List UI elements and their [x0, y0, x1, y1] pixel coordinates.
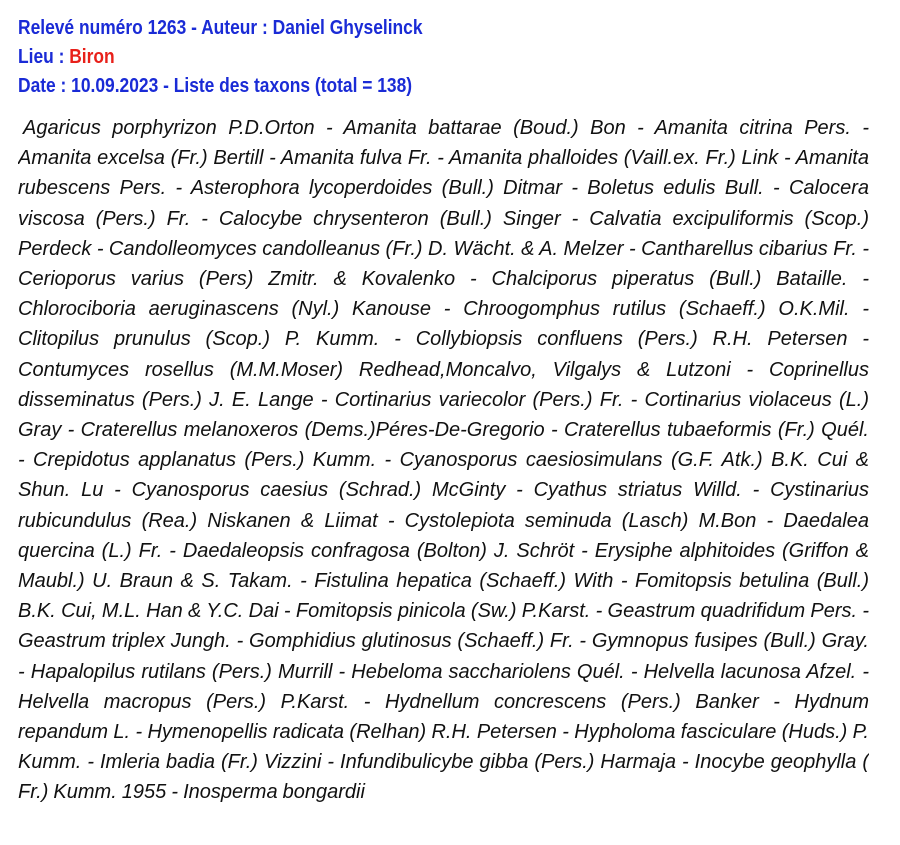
date-taxa-line: Date : 10.09.2023 - Liste des taxons (total = 138): [18, 75, 413, 97]
place-line: [18, 43, 423, 72]
record-header: [18, 14, 423, 101]
place-label: Lieu :: [18, 46, 70, 68]
place-value: Biron: [69, 46, 115, 68]
record-title: Relevé numéro 1263 - Auteur : Daniel Ghyselinck: [18, 17, 423, 39]
taxa-list: Agaricus porphyrizon P.D.Orton - Amanita battarae (Boud.) Bon - Amanita citrina Pers. - Amanita excelsa (Fr.) Bertill - Amanita fulva Fr. - Amanita phalloides (Vaill.ex. Fr.) Link - Amanita rubescens Pers. - Asterophora lycoperdoides (Bull.) Ditmar - Boletus edulis Bull. - Calocera viscosa (Pers.) Fr. - Calocybe chrysenteron (Bull.) Singer - Calvatia excipuliformis (Scop.) Perdeck - Candolleomyces candolleanus (Fr.) D. Wächt. & A. Melzer - Cantharellus cibarius Fr. - Cerioporus varius (Pers) Zmitr. & Kovalenko - Chalciporus piperatus (Bull.) Bataille. - Chlorociboria aeruginascens (Nyl.) Kanouse - Chroogomphus rutilus (Schaeff.) O.K.Mil. - Clitopilus prunulus (Scop.) P. Kumm. - Collybiopsis confluens (Pers.) R.H. Petersen - Contumyces rosellus (M.M.Moser) Redhead,Moncalvo, Vilgalys & Lutzoni - Coprinellus disseminatus (Pers.) J. E. Lange - Cortinarius variecolor (Pers.) Fr. - Cortinarius violaceus (L.) Gray - Craterellus melanoxeros (Dems.)Péres-De-Gregorio - Craterellus tubaeformis (Fr.) Quél. - Crepidotus applanatus (Pers.) Kumm. - Cyanosporus caesiosimulans (G.F. Atk.) B.K. Cui & Shun. Lu - Cyanosporus caesius (Schrad.) McGinty - Cyathus striatus Willd. - Cystinarius rubicundulus (Rea.) Niskanen & Liimat - Cystolepiota seminuda (Lasch) M.Bon - Daedalea quercina (L.) Fr. - Daedaleopsis confragosa (Bolton) J. Schröt - Erysiphe alphitoides (Griffon & Maubl.) U. Braun & S. Takam. - Fistulina hepatica (Schaeff.) With - Fomitopsis betulina (Bull.) B.K. Cui, M.L. Han & Y.C. Dai - Fomitopsis pinicola (Sw.) P.Karst. - Geastrum quadrifidum Pers. - Geastrum triplex Jungh. - Gomphidius glutinosus (Schaeff.) Fr. - Gymnopus fusipes (Bull.) Gray. - Hapalopilus rutilans (Pers.) Murrill - Hebeloma sacchariolens Quél. - Helvella lacunosa Afzel. - Helvella macropus (Pers.) P.Karst. - Hydnellum concrescens (Pers.) Banker - Hydnum repandum L. - Hymenopellis radicata (Relhan) R.H. Petersen - Hypholoma fasciculare (Huds.) P. Kumm. - Imleria badia (Fr.) Vizzini - Infundibulicybe gibba (Pers.) Harmaja - Inocybe geophylla ( Fr.) Kumm. 1955 - Inosperma bongardii: [18, 117, 869, 804]
